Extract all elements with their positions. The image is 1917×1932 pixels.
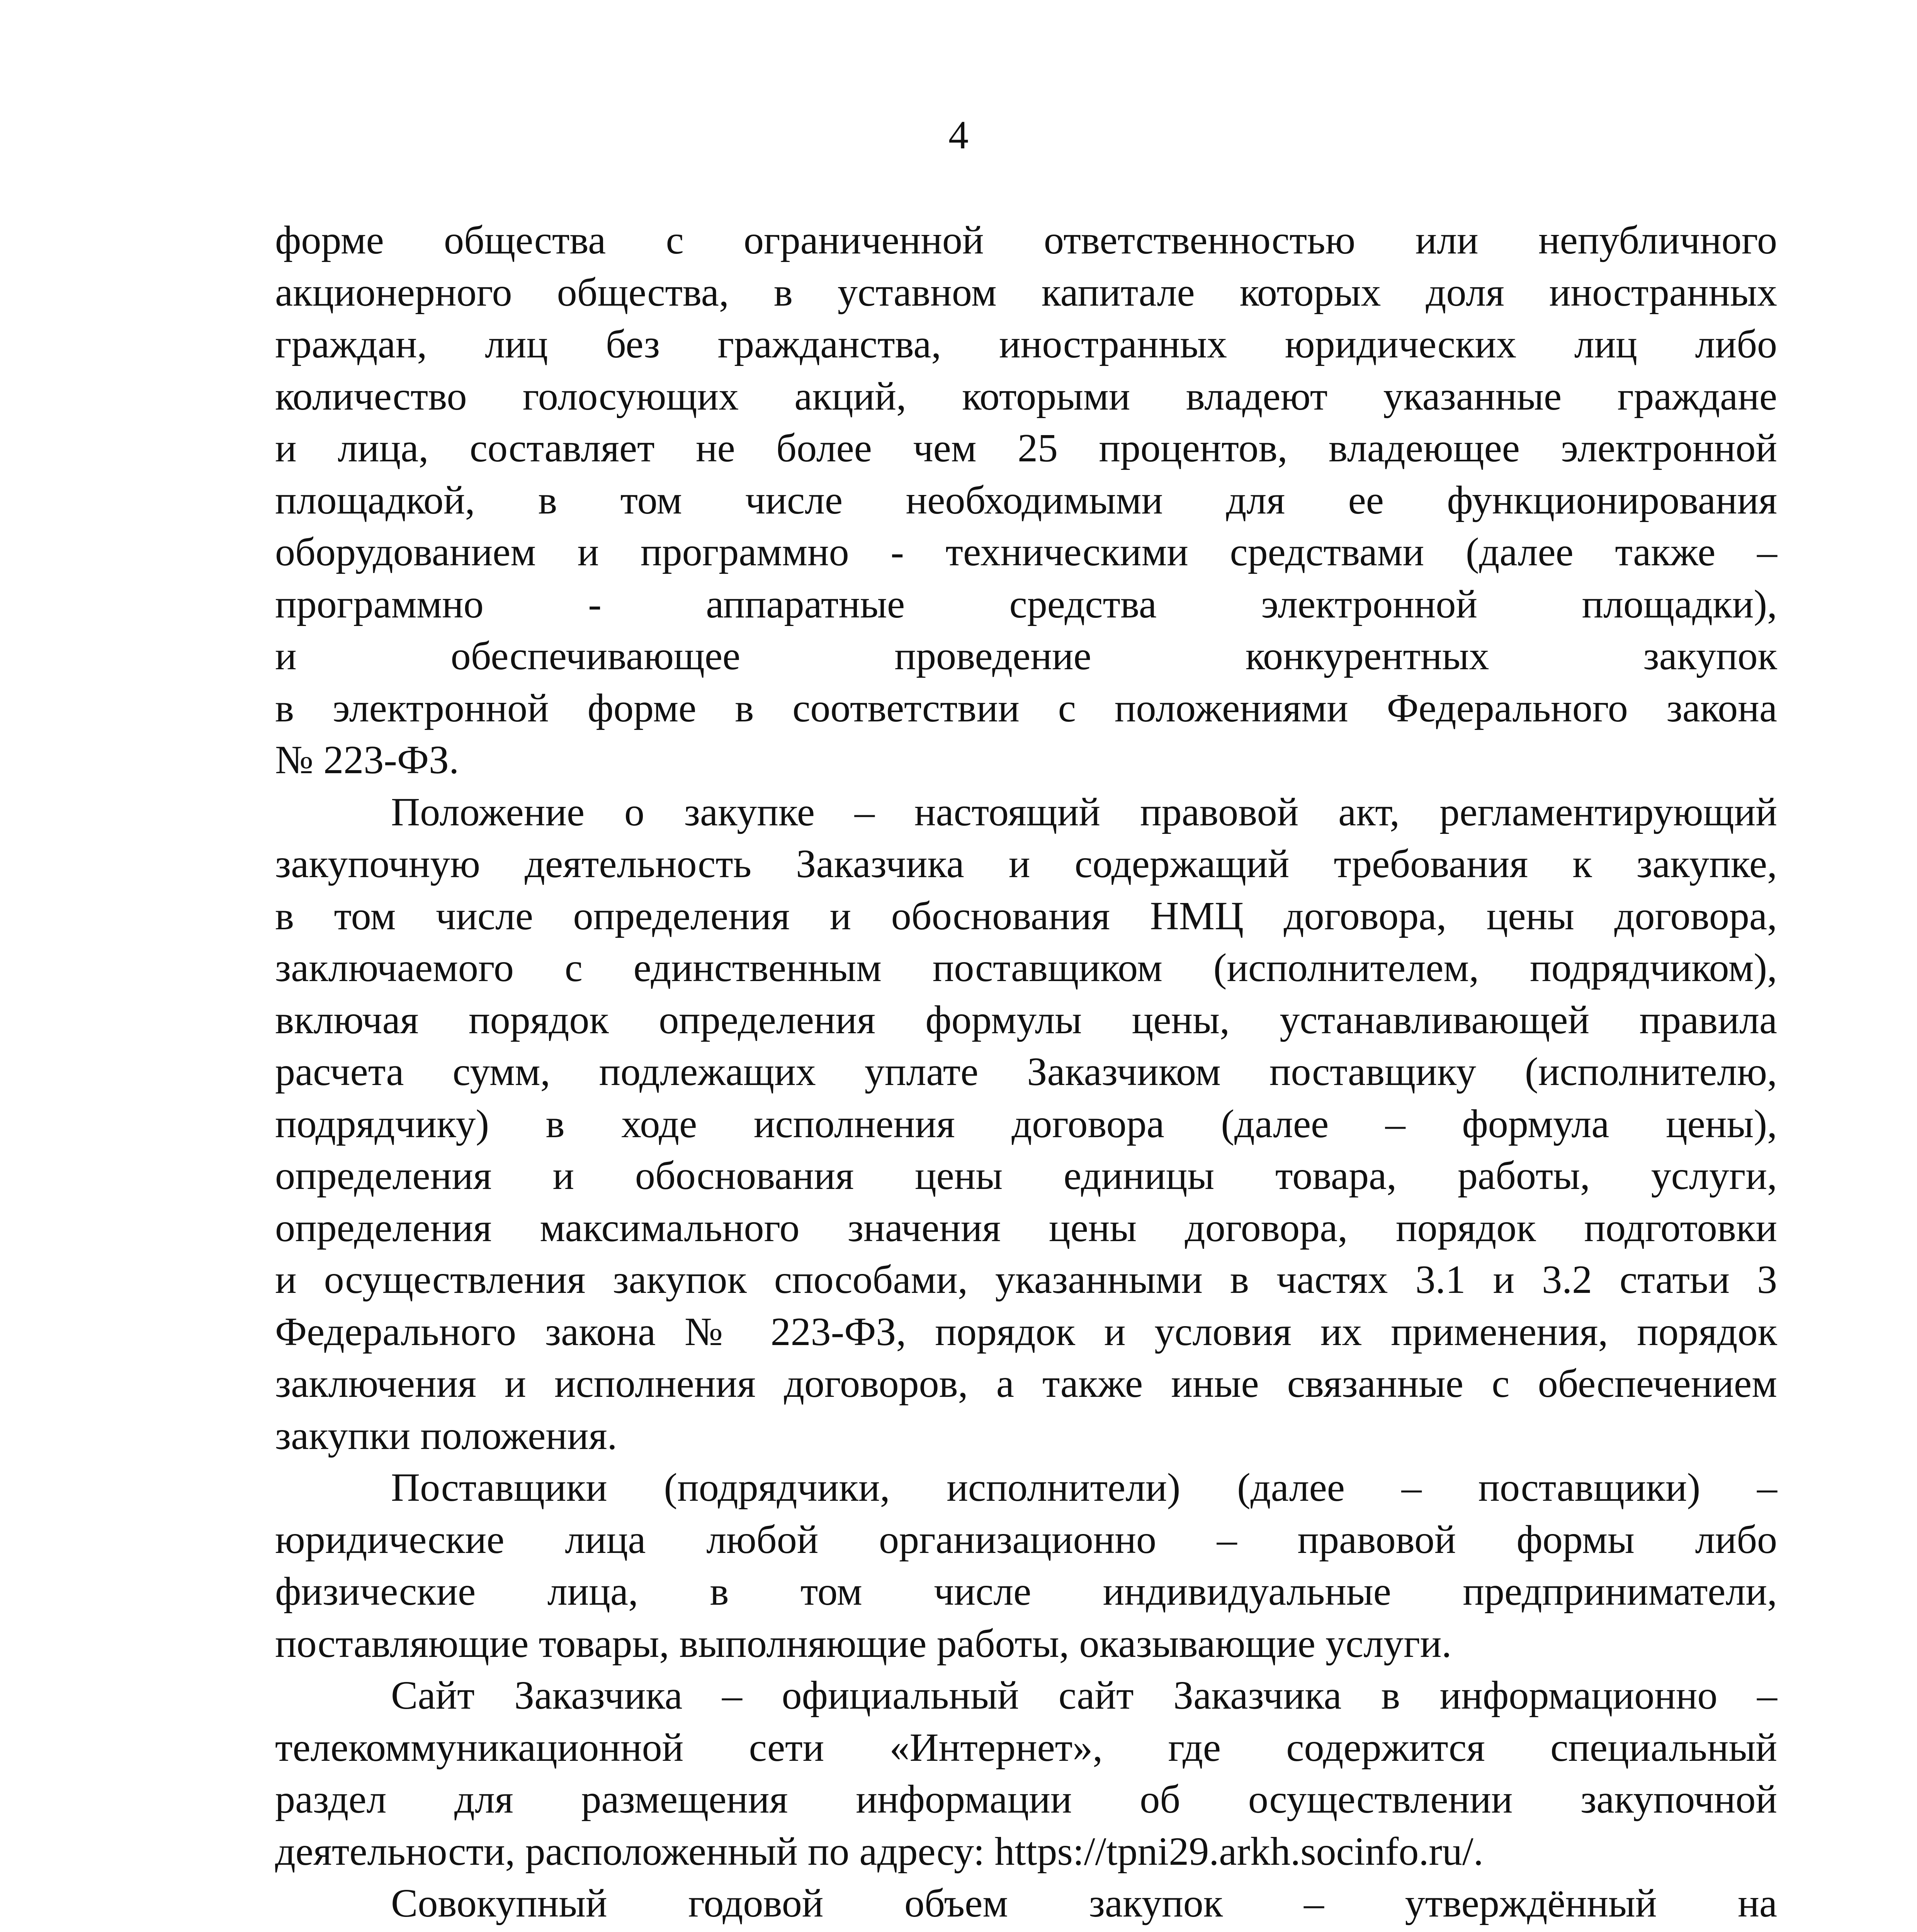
text-line: и осуществления закупок способами, указанными в частях 3.1 и 3.2 статьи 3 [275, 1257, 1777, 1302]
page-number: 4 [948, 113, 969, 157]
text-line: в том числе определения и обоснования НМЦ договора, цены договора, [275, 893, 1777, 938]
text-line: Положение о закупке – настоящий правовой акт, регламентирующий [391, 789, 1777, 834]
paragraph-continuation [275, 214, 1777, 786]
text-line: площадкой, в том числе необходимыми для ее функционирования [275, 478, 1777, 522]
text-line: форме общества с ограниченной ответственностью или непубличного [275, 218, 1777, 262]
text-line: включая порядок определения формулы цены, устанавливающей правила [275, 997, 1777, 1042]
text-line: Федерального закона № 223-ФЗ, порядок и условия их применения, порядок [275, 1309, 1777, 1354]
text-line: программно - аппаратные средства электронной площадки), [275, 582, 1777, 626]
text-line: физические лица, в том числе индивидуальные предприниматели, [275, 1569, 1777, 1614]
text-line: количество голосующих акций, которыми владеют указанные граждане [275, 374, 1777, 418]
text-line: закупки положения. [275, 1413, 617, 1458]
text-line: и лица, составляет не более чем 25 процентов, владеющее электронной [275, 426, 1777, 470]
paragraph-annual-volume [275, 1878, 1777, 1932]
text-line: поставляющие товары, выполняющие работы, оказывающие услуги. [275, 1621, 1452, 1666]
paragraph-procurement-regulation [275, 786, 1777, 1462]
text-line: определения максимального значения цены договора, порядок подготовки [275, 1205, 1777, 1250]
text-line: оборудованием и программно - техническими средствами (далее также – [275, 530, 1777, 574]
text-line: закупочную деятельность Заказчика и содержащий требования к закупке, [275, 842, 1777, 886]
text-line: Совокупный годовой объем закупок – утверждённый на [391, 1881, 1777, 1925]
text-line: определения и обоснования цены единицы товара, работы, услуги, [275, 1153, 1777, 1198]
text-line: заключения и исполнения договоров, а также иные связанные с обеспечением [275, 1361, 1777, 1406]
text-line: и обеспечивающее проведение конкурентных закупок [275, 634, 1777, 678]
text-line [275, 1930, 1777, 1932]
text-line: акционерного общества, в уставном капитале которых доля иностранных [275, 270, 1777, 315]
text-line: заключаемого с единственным поставщиком (исполнителем, подрядчиком), [275, 946, 1777, 990]
text-line: юридические лица любой организационно – правовой формы либо [275, 1517, 1777, 1562]
text-line: деятельности, расположенный по адресу: https://tpni29.arkh.socinfo.ru/. [275, 1829, 1484, 1874]
text-line: № 223-ФЗ. [275, 738, 459, 782]
text-line: подрядчику) в ходе исполнения договора (далее – формула цены), [275, 1101, 1777, 1146]
document-body [275, 214, 1777, 1932]
paragraph-suppliers [275, 1462, 1777, 1670]
text-line: Поставщики (подрядчики, исполнители) (далее – поставщики) – [391, 1465, 1777, 1510]
text-line: телекоммуникационной сети «Интернет», где содержится специальный [275, 1725, 1777, 1770]
text-line: Сайт Заказчика – официальный сайт Заказчика в информационно – [391, 1673, 1777, 1718]
paragraph-customer-website [275, 1670, 1777, 1878]
text-line: расчета сумм, подлежащих уплате Заказчиком поставщику (исполнителю, [275, 1049, 1777, 1094]
text-line: раздел для размещения информации об осуществлении закупочной [275, 1777, 1777, 1821]
text-line: в электронной форме в соответствии с положениями Федерального закона [275, 685, 1777, 730]
text-line: граждан, лиц без гражданства, иностранных юридических лиц либо [275, 322, 1777, 366]
